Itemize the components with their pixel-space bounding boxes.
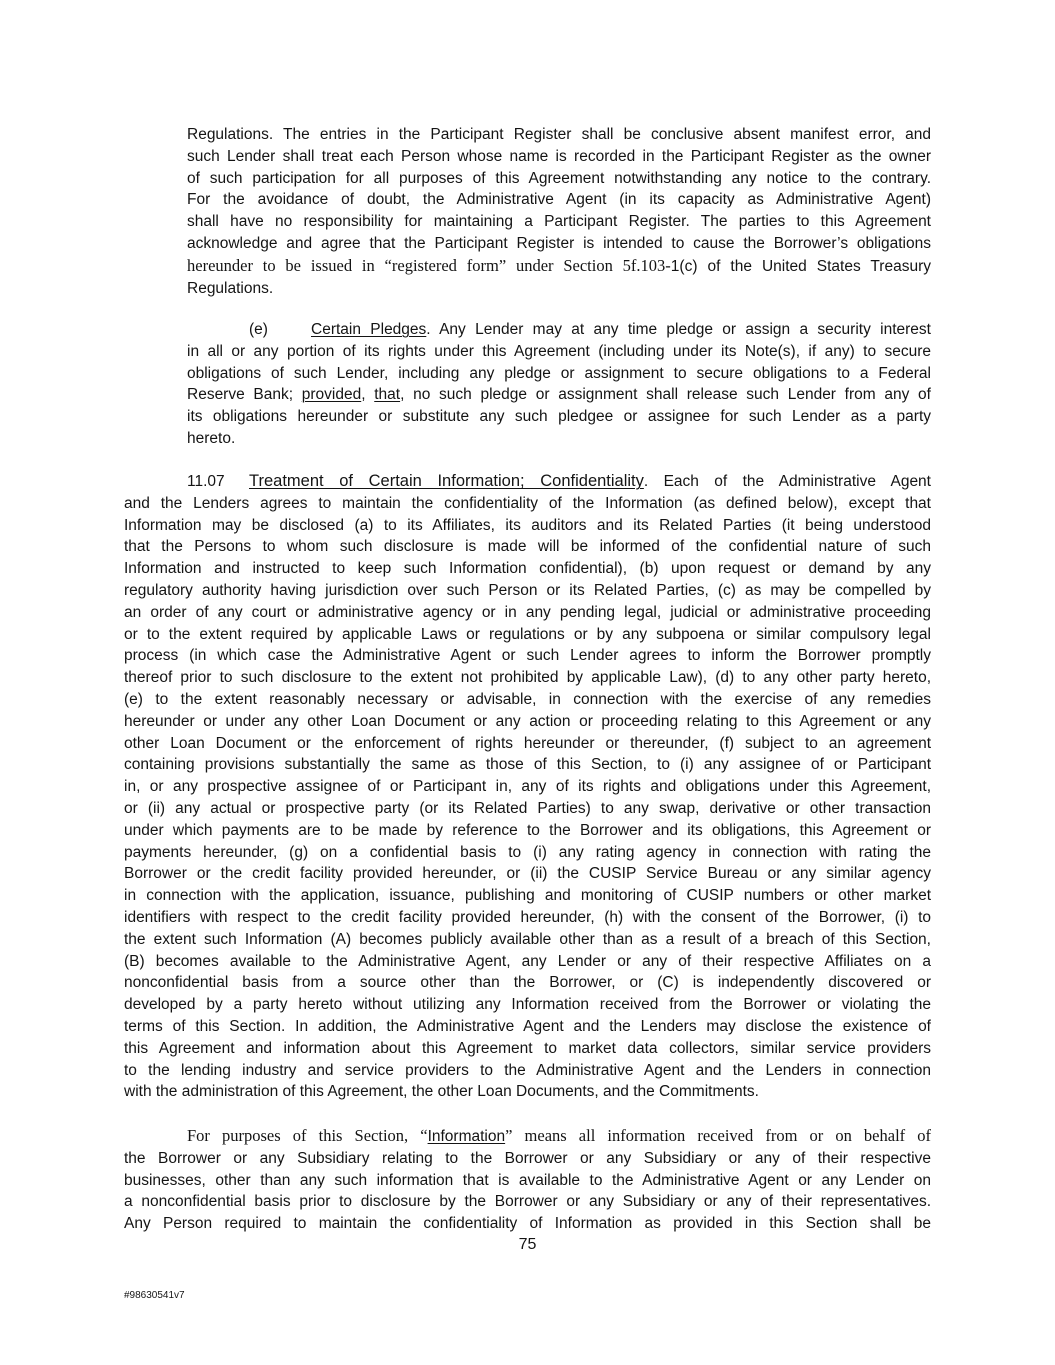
text-run: terms of this Section. In addition, the Administrative Agent and the Lenders may disclose the existence of	[124, 1017, 931, 1035]
text-run: or (ii) any actual or prospective party (or its Related Parties) to any swap, derivative or other transaction	[124, 799, 931, 817]
text-run: ,	[361, 386, 375, 404]
text-run: in all or any portion of its rights under this Agreement (including under its Note(s), if any) to secure	[187, 342, 931, 360]
underlined-term: Certain Pledges	[311, 321, 427, 338]
text-line	[124, 645, 931, 667]
text-run: developed by a party hereto without utilizing any Information received from the Borrower or violating the	[124, 996, 931, 1014]
underlined-term: provided	[301, 386, 362, 404]
text-line	[124, 493, 931, 515]
text-line	[124, 820, 931, 842]
text-run: the extent such Information (A) becomes publicly available other than as a result of a breach of this Section,	[124, 930, 931, 948]
text-run: such Lender shall treat each Person whose name is recorded in the Participant Register as the owner	[187, 147, 931, 165]
section-11-07-confidentiality	[124, 471, 931, 1103]
text-run: Information and instructed to keep such Information confidential), (b) upon request or demand by any	[124, 560, 931, 578]
text-line	[124, 1060, 931, 1082]
text-run: obligations of such Lender, including any pledge or assignment to secure obligations to a Federal	[187, 364, 931, 382]
text-line	[124, 624, 931, 646]
text-run: For the avoidance of doubt, the Administrative Agent (in its capacity as Administrative Agent)	[187, 191, 931, 209]
text-line	[187, 319, 931, 341]
text-run: thereof prior to such disclosure to the extent not prohibited by applicable Law), (d) to any other party hereto,	[124, 669, 931, 687]
text-run: , no such pledge or assignment shall release such Lender from any of	[400, 386, 931, 404]
text-line	[187, 124, 931, 146]
paragraph-information-definition	[124, 1125, 931, 1235]
text-run: other Loan Document or the enforcement of rights hereunder or thereunder, (f) subject to an agreement	[124, 734, 931, 752]
text-line	[124, 515, 931, 537]
text-line	[124, 994, 931, 1016]
text-run: businesses, other than any such information that is available to the Administrative Agent or any Lender on	[124, 1171, 931, 1189]
text-line	[187, 428, 931, 450]
text-line	[124, 1016, 931, 1038]
text-line	[124, 1191, 931, 1213]
text-line	[124, 689, 931, 711]
text-line	[187, 189, 931, 211]
text-run: (B) becomes available to the Administrative Agent, any Lender or any of their respective Affiliates on a	[124, 952, 931, 970]
text-line	[187, 211, 931, 233]
text-line	[124, 1213, 931, 1235]
document-id: #98630541v7	[124, 1290, 185, 1301]
underlined-term: that	[374, 386, 401, 404]
text-run: For purposes of this Section, “	[187, 1126, 428, 1145]
underlined-term: Information	[427, 1128, 506, 1145]
text-line	[187, 168, 931, 190]
text-line	[124, 1148, 931, 1170]
text-line	[124, 929, 931, 951]
underlined-term: Treatment of Certain Information; Confidentiality	[249, 472, 644, 490]
text-line	[124, 776, 931, 798]
text-run: . Any Lender may at any time pledge or assign a security interest	[426, 321, 931, 338]
text-line	[187, 384, 931, 406]
text-run: its obligations hereunder or substitute any such pledgee or assignee for such Lender as a party	[187, 408, 931, 426]
text-run: Regulations. The entries in the Participant Register shall be conclusive absent manifest error, and	[187, 126, 931, 143]
text-line	[187, 146, 931, 168]
text-run: ” means all information received from or on behalf of	[505, 1126, 931, 1145]
text-run: Borrower or the credit facility provided hereunder, or (ii) the CUSIP Service Bureau or any similar agency	[124, 865, 931, 883]
text-run: regulatory authority having jurisdiction over such Person or its Related Parties, (c) as may be compelled by	[124, 581, 931, 599]
text-run: payments hereunder, (g) on a confidential basis to (i) any rating agency in connection with rating the	[124, 843, 931, 861]
text-line	[124, 667, 931, 689]
text-line	[124, 754, 931, 776]
text-run: hereto.	[187, 429, 236, 447]
text-run: process (in which case the Administrative Agent or such Lender agrees to inform the Borrower promptly	[124, 647, 931, 665]
text-run: (e) to the extent reasonably necessary or advisable, in connection with the exercise of any remedies	[124, 690, 931, 708]
text-run: under which payments are to be made by reference to the Borrower and its obligations, this Agreement or	[124, 821, 931, 839]
paragraph-certain-pledges	[187, 319, 931, 450]
text-run: hereunder or under any other Loan Document or any action or proceeding relating to this Agreement or any	[124, 712, 931, 730]
paragraph-participant-register-continuation	[187, 124, 931, 299]
text-line	[124, 558, 931, 580]
text-line	[124, 907, 931, 929]
text-run: the Borrower or any Subsidiary relating to the Borrower or any Subsidiary or any of their respective	[124, 1149, 931, 1167]
text-run: to the lending industry and service providers to the Administrative Agent and the Lenders in connection	[124, 1061, 931, 1079]
text-line	[124, 733, 931, 755]
text-run: in, or any prospective assignee of or Participant in, any of its rights and obligations under this Agreement,	[124, 778, 931, 796]
text-run: and the Lenders agrees to maintain the confidentiality of the Information (as defined below), except that	[124, 494, 931, 512]
text-run: . Each of the Administrative Agent	[643, 473, 931, 490]
text-run: Any Person required to maintain the confidentiality of Information as provided in this Section shall be	[124, 1215, 931, 1233]
text-run: Information may be disclosed (a) to its Affiliates, its auditors and its Related Parties (it being understood	[124, 516, 931, 534]
text-line	[187, 341, 931, 363]
text-run: with the administration of this Agreement, the other Loan Documents, and the Commitments.	[124, 1083, 759, 1101]
text-run: containing provisions substantially the same as those of this Section, to (i) any assignee of or Participant	[124, 756, 931, 774]
text-line	[124, 580, 931, 602]
text-run: in connection with the application, issuance, publishing and monitoring of CUSIP numbers or other market	[124, 887, 931, 905]
text-line	[187, 363, 931, 385]
section-number: 11.07	[187, 473, 225, 490]
text-run: Regulations.	[187, 279, 274, 297]
text-line	[187, 233, 931, 255]
section-number: (e)	[249, 321, 268, 338]
text-run: shall have no responsibility for maintaining a Participant Register. The parties to this Agreement	[187, 213, 931, 231]
text-line	[187, 278, 931, 300]
text-line	[124, 1038, 931, 1060]
text-run: Reserve Bank;	[187, 386, 302, 404]
text-line	[187, 406, 931, 428]
text-line	[124, 842, 931, 864]
text-line	[124, 1081, 931, 1103]
text-run: or to the extent required by applicable Laws or regulations or by any subpoena or similar compulsory legal	[124, 625, 931, 643]
text-run: identifiers with respect to the credit facility provided hereunder, (h) with the consent of the Borrower, (i) to	[124, 908, 931, 926]
text-line	[124, 471, 931, 493]
text-line	[124, 1170, 931, 1192]
text-line	[124, 1125, 931, 1148]
text-line	[124, 602, 931, 624]
text-run: that the Persons to whom such disclosure is made will be informed of the confidential nature of such	[124, 538, 931, 556]
text-line	[124, 863, 931, 885]
text-run: a nonconfidential basis prior to disclosure by the Borrower or any Subsidiary or any of their representatives.	[124, 1193, 931, 1211]
text-line	[124, 951, 931, 973]
text-line	[187, 255, 931, 278]
text-line	[124, 798, 931, 820]
text-run: this Agreement and information about this Agreement to market data collectors, similar service providers	[124, 1039, 931, 1057]
text-line	[124, 536, 931, 558]
text-run: nonconfidential basis from a source other than the Borrower, or (C) is independently discovered or	[124, 974, 931, 992]
text-line	[124, 972, 931, 994]
text-line	[124, 885, 931, 907]
text-run: an order of any court or administrative agency or in any pending legal, judicial or administrative proceeding	[124, 603, 931, 621]
text-run: acknowledge and agree that the Participant Register is intended to cause the Borrower’s obligations	[187, 234, 931, 252]
page-number: 75	[518, 1236, 537, 1253]
text-run: 1(c) of the United States Treasury	[670, 257, 931, 275]
text-run: hereunder to be issued in “registered form” under Section 5f.103-	[187, 255, 671, 275]
text-line	[124, 711, 931, 733]
text-run: of such participation for all purposes of this Agreement notwithstanding any notice to the contrary.	[187, 169, 931, 187]
